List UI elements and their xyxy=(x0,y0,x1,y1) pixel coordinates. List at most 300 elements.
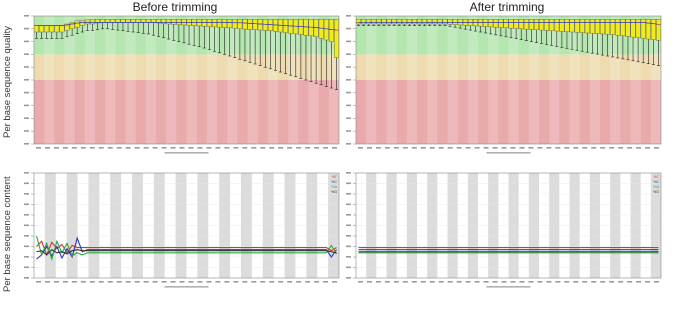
x-tick-label xyxy=(654,281,659,283)
y-tick-label xyxy=(346,28,351,30)
quality-box xyxy=(121,19,125,22)
y-tick-label xyxy=(24,246,29,248)
x-tick-label xyxy=(466,281,471,283)
quality-box xyxy=(387,19,391,24)
x-tick-label xyxy=(367,147,372,149)
quality-box xyxy=(319,19,323,38)
x-tick-label xyxy=(323,147,328,149)
x-tick-label xyxy=(278,147,283,149)
y-tick-label xyxy=(346,66,351,68)
x-tick-label xyxy=(135,281,140,283)
stripe xyxy=(427,16,437,144)
quality-box xyxy=(575,19,579,32)
legend-item: %T xyxy=(331,175,337,179)
quality-box xyxy=(382,19,386,24)
quality-box xyxy=(44,26,48,32)
y-tick-label xyxy=(346,92,351,94)
title-before: Before trimming xyxy=(132,0,218,14)
quality-box xyxy=(243,19,247,29)
quality-box xyxy=(519,19,523,29)
x-tick-label xyxy=(600,147,605,149)
stripe xyxy=(387,16,397,144)
quality-box xyxy=(212,19,216,27)
quality-box xyxy=(334,19,338,57)
x-tick-label xyxy=(108,281,113,283)
stripe xyxy=(488,16,498,144)
x-tick-label xyxy=(376,147,381,149)
x-tick-label xyxy=(197,281,202,283)
quality-box xyxy=(227,19,231,28)
x-tick-label xyxy=(171,147,176,149)
quality-box xyxy=(656,19,660,40)
x-tick-label xyxy=(314,281,319,283)
x-tick-label xyxy=(457,281,462,283)
x-tick-label xyxy=(609,147,614,149)
quality-box xyxy=(595,19,599,33)
x-tick-label xyxy=(269,147,274,149)
quality-box xyxy=(585,19,589,33)
quality-box xyxy=(172,19,176,24)
stripe xyxy=(407,16,417,144)
quality-box xyxy=(366,19,370,24)
quality-after-chart xyxy=(340,8,670,168)
x-tick-label xyxy=(45,281,50,283)
quality-box xyxy=(392,19,396,24)
y-tick-label xyxy=(346,183,351,185)
y-tick-label xyxy=(24,193,29,195)
quality-box xyxy=(60,26,64,32)
y-tick-label xyxy=(24,267,29,269)
quality-box xyxy=(100,19,104,22)
x-tick-label xyxy=(180,147,185,149)
x-tick-label xyxy=(260,147,265,149)
x-tick-label xyxy=(206,147,211,149)
y-tick-label xyxy=(346,277,351,279)
x-tick-label xyxy=(484,281,489,283)
x-tick-label xyxy=(385,147,390,149)
quality-box xyxy=(651,19,655,39)
quality-box xyxy=(233,19,237,28)
legend-item: %G xyxy=(331,190,337,194)
legend-item: %C xyxy=(331,180,337,184)
x-tick-label xyxy=(385,281,390,283)
y-tick-label xyxy=(346,193,351,195)
x-tick-label xyxy=(358,147,363,149)
y-tick-label xyxy=(24,277,29,279)
y-tick-label xyxy=(24,256,29,258)
x-tick-label xyxy=(188,147,193,149)
y-tick-label xyxy=(346,143,351,145)
quality-box xyxy=(105,19,109,22)
x-tick-label xyxy=(618,147,623,149)
x-tick-label xyxy=(600,281,605,283)
x-tick-label xyxy=(573,281,578,283)
x-tick-label xyxy=(537,281,542,283)
x-tick-label xyxy=(430,147,435,149)
y-tick-label xyxy=(24,41,29,43)
x-tick-label xyxy=(510,281,515,283)
x-tick-label xyxy=(296,281,301,283)
x-tick-label xyxy=(260,281,265,283)
y-tick-label xyxy=(346,172,351,174)
x-tick-label xyxy=(117,147,122,149)
x-tick-label xyxy=(502,147,507,149)
x-tick-label xyxy=(502,281,507,283)
label-content: Per base sequence content xyxy=(2,176,13,292)
y-tick-label xyxy=(346,246,351,248)
y-tick-label xyxy=(346,105,351,107)
quality-box xyxy=(80,20,84,25)
y-tick-label xyxy=(346,256,351,258)
x-tick-label xyxy=(430,281,435,283)
legend-item: %T xyxy=(653,175,659,179)
quality-box xyxy=(34,26,38,32)
x-tick-label xyxy=(323,281,328,283)
quality-box xyxy=(560,19,564,31)
x-tick-label xyxy=(528,147,533,149)
stripe xyxy=(166,16,176,144)
quality-box xyxy=(544,19,548,30)
x-tick-label xyxy=(126,281,131,283)
x-tick-label xyxy=(519,281,524,283)
quality-box xyxy=(483,19,487,26)
x-tick-label xyxy=(439,147,444,149)
x-tick-label xyxy=(618,281,623,283)
x-tick-label xyxy=(269,281,274,283)
quality-box xyxy=(590,19,594,33)
x-tick-label xyxy=(45,147,50,149)
x-tick-label xyxy=(609,281,614,283)
x-tick-label xyxy=(314,147,319,149)
x-tick-label xyxy=(305,281,310,283)
x-tick-label xyxy=(394,281,399,283)
x-tick-label xyxy=(305,147,310,149)
x-tick-label xyxy=(627,147,632,149)
quality-box xyxy=(50,26,54,32)
y-tick-label xyxy=(24,79,29,81)
quality-box xyxy=(529,19,533,29)
quality-box xyxy=(499,19,503,27)
x-tick-label xyxy=(242,147,247,149)
quality-box xyxy=(55,26,59,32)
quality-box xyxy=(504,19,508,28)
stripe xyxy=(468,16,478,144)
x-tick-label xyxy=(582,281,587,283)
x-tick-label xyxy=(421,281,426,283)
x-tick-label xyxy=(537,147,542,149)
quality-box xyxy=(549,19,553,31)
x-tick-label xyxy=(591,147,596,149)
x-tick-label xyxy=(251,281,256,283)
quality-box xyxy=(111,19,115,22)
quality-box xyxy=(570,19,574,32)
stripe xyxy=(248,16,258,144)
x-tick-label xyxy=(278,281,283,283)
quality-box xyxy=(448,19,452,24)
quality-box xyxy=(646,19,650,39)
quality-box xyxy=(621,19,625,36)
x-axis-label xyxy=(487,286,531,288)
x-tick-label xyxy=(555,147,560,149)
y-tick-label xyxy=(24,183,29,185)
quality-box xyxy=(600,19,604,34)
quality-box xyxy=(377,19,381,24)
quality-box xyxy=(146,19,150,22)
quality-box xyxy=(258,19,262,30)
x-tick-label xyxy=(162,281,167,283)
x-tick-label xyxy=(99,147,104,149)
x-tick-label xyxy=(439,281,444,283)
x-tick-label xyxy=(144,281,149,283)
x-tick-label xyxy=(153,281,158,283)
x-tick-label xyxy=(493,281,498,283)
x-tick-label xyxy=(215,281,220,283)
x-tick-label xyxy=(627,281,632,283)
y-tick-label xyxy=(346,204,351,206)
quality-box xyxy=(626,19,630,36)
quality-box xyxy=(222,19,226,27)
x-tick-label xyxy=(403,281,408,283)
quality-box xyxy=(402,19,406,24)
quality-box xyxy=(166,19,170,24)
x-tick-label xyxy=(645,281,650,283)
x-tick-label xyxy=(475,281,480,283)
y-tick-label xyxy=(346,225,351,227)
quality-box xyxy=(85,20,89,24)
x-tick-label xyxy=(296,147,301,149)
x-tick-label xyxy=(224,281,229,283)
y-tick-label xyxy=(24,214,29,216)
y-tick-label xyxy=(346,79,351,81)
quality-box xyxy=(433,19,437,24)
quality-box xyxy=(116,19,120,22)
y-tick-label xyxy=(24,235,29,237)
x-tick-label xyxy=(188,281,193,283)
stripe xyxy=(187,16,197,144)
quality-box xyxy=(610,19,614,34)
quality-box xyxy=(356,19,360,24)
legend-item: %C xyxy=(653,180,659,184)
x-tick-label xyxy=(555,281,560,283)
x-tick-label xyxy=(573,147,578,149)
x-axis-label xyxy=(165,286,209,288)
label-quality: Per base sequence quality xyxy=(2,26,13,138)
legend-item: %G xyxy=(653,190,659,194)
stripe xyxy=(570,16,580,144)
quality-box xyxy=(453,19,457,24)
y-tick-label xyxy=(346,15,351,17)
quality-box xyxy=(329,19,333,41)
quality-box xyxy=(177,19,181,24)
quality-box xyxy=(141,19,145,22)
x-tick-label xyxy=(81,281,86,283)
x-tick-label xyxy=(358,281,363,283)
quality-box xyxy=(514,19,518,28)
quality-box xyxy=(605,19,609,34)
stripe xyxy=(590,16,600,144)
quality-box xyxy=(443,19,447,24)
x-tick-label xyxy=(287,147,292,149)
x-tick-label xyxy=(63,147,68,149)
x-tick-label xyxy=(36,281,41,283)
quality-box xyxy=(488,19,492,27)
quality-box xyxy=(417,19,421,24)
x-tick-label xyxy=(180,281,185,283)
y-tick-label xyxy=(24,66,29,68)
stripe xyxy=(85,16,95,144)
x-tick-label xyxy=(636,147,641,149)
quality-box xyxy=(631,19,635,37)
x-tick-label xyxy=(332,147,337,149)
x-tick-label xyxy=(636,281,641,283)
x-tick-label xyxy=(421,147,426,149)
stripe xyxy=(509,16,519,144)
y-tick-label xyxy=(346,117,351,119)
y-tick-label xyxy=(24,117,29,119)
x-axis-label xyxy=(487,152,531,154)
quality-box xyxy=(397,19,401,24)
quality-box xyxy=(207,19,211,26)
quality-box xyxy=(565,19,569,31)
x-tick-label xyxy=(135,147,140,149)
x-tick-label xyxy=(564,281,569,283)
quality-box xyxy=(636,19,640,38)
x-tick-label xyxy=(224,147,229,149)
x-tick-label xyxy=(564,147,569,149)
y-tick-label xyxy=(24,92,29,94)
title-after: After trimming xyxy=(469,0,545,14)
x-tick-label xyxy=(654,147,659,149)
quality-box xyxy=(136,19,140,22)
content-after-chart xyxy=(340,165,670,310)
x-tick-label xyxy=(72,281,77,283)
x-tick-label xyxy=(493,147,498,149)
quality-box xyxy=(494,19,498,27)
x-tick-label xyxy=(117,281,122,283)
y-tick-label xyxy=(24,15,29,17)
x-tick-label xyxy=(81,147,86,149)
x-tick-label xyxy=(287,281,292,283)
quality-box xyxy=(372,19,376,24)
quality-box xyxy=(555,19,559,31)
y-tick-label xyxy=(24,225,29,227)
legend-item: %A xyxy=(653,185,659,189)
quality-box xyxy=(131,19,135,22)
quality-box xyxy=(161,19,165,23)
stripe xyxy=(549,16,559,144)
x-tick-label xyxy=(90,147,95,149)
x-tick-label xyxy=(546,281,551,283)
x-tick-label xyxy=(206,281,211,283)
y-tick-label xyxy=(24,172,29,174)
x-tick-label xyxy=(233,281,238,283)
x-tick-label xyxy=(63,281,68,283)
x-tick-label xyxy=(126,147,131,149)
x-tick-label xyxy=(510,147,515,149)
x-tick-label xyxy=(108,147,113,149)
stripe xyxy=(529,16,539,144)
x-tick-label xyxy=(90,281,95,283)
x-tick-label xyxy=(171,281,176,283)
quality-box xyxy=(248,19,252,29)
legend-item: %A xyxy=(331,185,337,189)
x-tick-label xyxy=(645,147,650,149)
quality-box xyxy=(253,19,257,30)
quality-box xyxy=(90,20,94,24)
stripe xyxy=(207,16,217,144)
quality-box xyxy=(524,19,528,29)
x-tick-label xyxy=(54,147,59,149)
x-tick-label xyxy=(72,147,77,149)
x-tick-label xyxy=(546,147,551,149)
stripe xyxy=(268,16,278,144)
quality-before-chart xyxy=(18,8,348,168)
y-tick-label xyxy=(24,204,29,206)
y-tick-label xyxy=(24,28,29,30)
y-tick-label xyxy=(346,235,351,237)
x-tick-label xyxy=(215,147,220,149)
content-before-chart xyxy=(18,165,348,310)
x-tick-label xyxy=(448,147,453,149)
x-tick-label xyxy=(153,147,158,149)
stripe xyxy=(44,16,54,144)
x-tick-label xyxy=(144,147,149,149)
quality-box xyxy=(427,19,431,24)
x-tick-label xyxy=(54,281,59,283)
quality-box xyxy=(539,19,543,30)
quality-box xyxy=(534,19,538,30)
quality-box xyxy=(412,19,416,24)
stripe xyxy=(366,16,376,144)
stripe xyxy=(105,16,115,144)
quality-box xyxy=(438,19,442,24)
x-tick-label xyxy=(412,281,417,283)
y-tick-label xyxy=(24,130,29,132)
stripe xyxy=(126,16,136,144)
x-tick-label xyxy=(457,147,462,149)
x-tick-label xyxy=(448,281,453,283)
x-tick-label xyxy=(519,147,524,149)
stripe xyxy=(288,16,298,144)
quality-box xyxy=(407,19,411,24)
quality-box xyxy=(39,26,43,32)
x-tick-label xyxy=(367,281,372,283)
quality-box xyxy=(151,19,155,22)
x-tick-label xyxy=(475,147,480,149)
x-axis-label xyxy=(165,152,209,154)
quality-box xyxy=(616,19,620,35)
y-tick-label xyxy=(346,130,351,132)
quality-box xyxy=(509,19,513,28)
x-tick-label xyxy=(528,281,533,283)
quality-box xyxy=(324,19,328,40)
stripe xyxy=(448,16,458,144)
stripe xyxy=(227,16,237,144)
x-tick-label xyxy=(251,147,256,149)
x-tick-label xyxy=(412,147,417,149)
x-tick-label xyxy=(99,281,104,283)
x-tick-label xyxy=(484,147,489,149)
quality-box xyxy=(580,19,584,32)
quality-box xyxy=(75,21,79,27)
y-tick-label xyxy=(346,267,351,269)
x-tick-label xyxy=(394,147,399,149)
y-tick-label xyxy=(24,53,29,55)
x-tick-label xyxy=(582,147,587,149)
quality-box xyxy=(422,19,426,24)
x-tick-label xyxy=(36,147,41,149)
quality-box xyxy=(126,19,130,22)
